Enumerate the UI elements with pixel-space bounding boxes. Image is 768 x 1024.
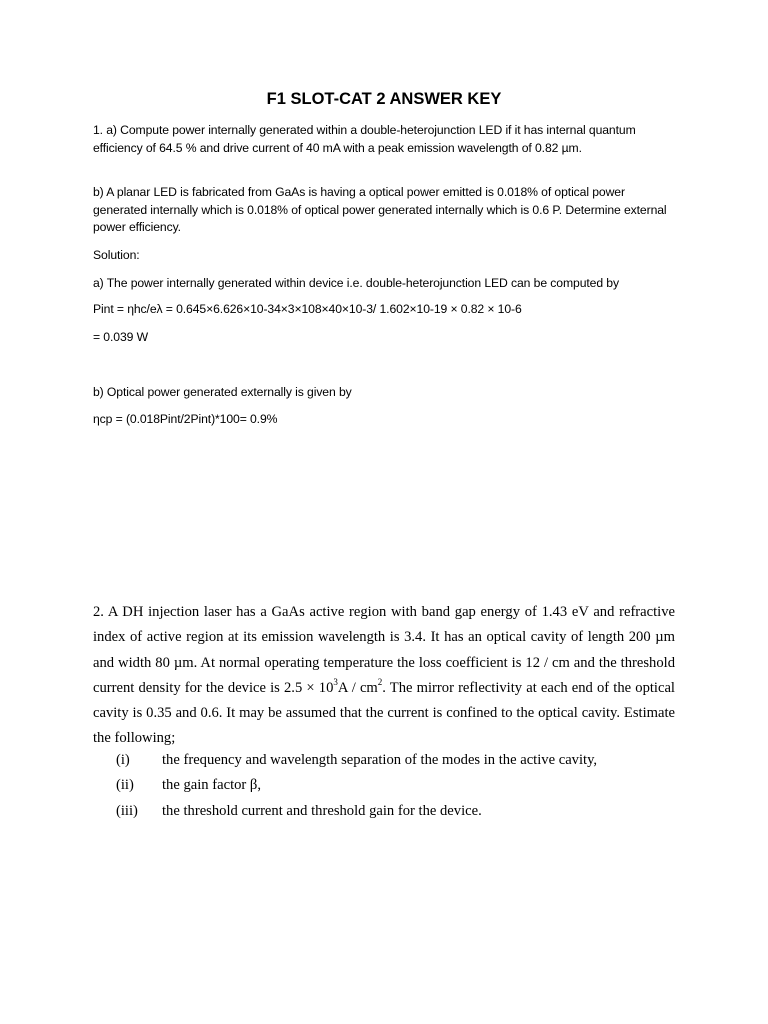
list-item-text: the gain factor β,	[162, 777, 261, 793]
question-2-text-part-2: A / cm	[337, 679, 378, 696]
list-item-text: the threshold current and threshold gain for the device.	[162, 803, 482, 819]
question-2-text-part-1: 2. A DH injection laser has a GaAs active region with band gap energy of 1.43 eV and refractive index of active region at its emission wavelength is 3.4. It has an optical cavity of length 200 µm and width 80 µm. At normal operating temperature the loss coefficient is 12 / cm and the threshold current density for the device is 2.5 × 10	[93, 604, 675, 696]
question-1b-text: b) A planar LED is fabricated from GaAs is having a optical power emitted is 0.018% of optical power generated internally which is 0.018% of optical power generated internally which is 0.6 P. Determine external power efficiency.	[93, 185, 667, 234]
list-item-text: the frequency and wavelength separation of the modes in the active cavity,	[162, 752, 598, 768]
solution-b-intro: b) Optical power generated externally is given by	[93, 385, 352, 399]
question-2-text	[93, 600, 675, 752]
solution-label: Solution:	[93, 248, 140, 262]
solution-b-formula: ηcp = (0.018Pint/2Pint)*100= 0.9%	[93, 412, 278, 426]
superscript-area-exponent: 2	[377, 677, 383, 688]
question-2-text-part-3: . The mirror reflectivity at each end of the optical cavity is 0.35 and 0.6. It may be assumed that the current is confined to the optical cavity. Estimate the following;	[93, 679, 675, 747]
question-1a-text: 1. a) Compute power internally generated within a double-heterojunction LED if it has internal quantum efficiency of 64.5 % and drive current of 40 mA with a peak emission wavelength of 0.82 µm.	[93, 123, 636, 155]
solution-a-result: = 0.039 W	[93, 330, 148, 344]
list-item-number: (ii)	[116, 777, 134, 793]
solution-a-formula: Pint = ηhc/eλ = 0.645×6.626×10-34×3×108×40×10-3/ 1.602×10-19 × 0.82 × 10-6	[93, 302, 522, 316]
list-item-number: (iii)	[116, 803, 138, 819]
superscript-exponent: 3	[333, 677, 338, 688]
solution-a-intro: a) The power internally generated within device i.e. double-heterojunction LED can be computed by	[93, 276, 619, 290]
list-item-number: (i)	[116, 752, 130, 768]
page-title: F1 SLOT-CAT 2 ANSWER KEY	[266, 90, 502, 108]
